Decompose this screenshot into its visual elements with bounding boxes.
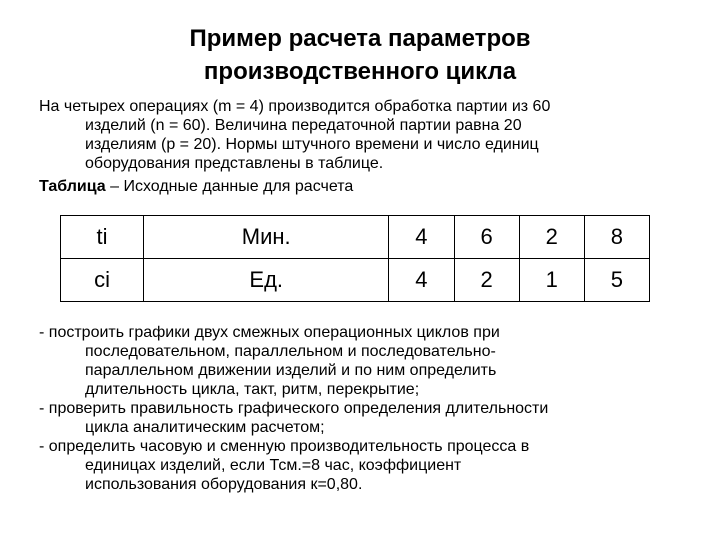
table-caption bbox=[39, 177, 353, 196]
table-cell: 8 bbox=[584, 216, 649, 259]
source-data-table bbox=[60, 215, 650, 302]
table-caption-text: – Исходные данные для расчета bbox=[105, 178, 354, 195]
table-cell: Мин. bbox=[144, 216, 389, 259]
table-row bbox=[61, 216, 650, 259]
table-cell: ci bbox=[61, 259, 144, 302]
task-2-line-2: цикла аналитическим расчетом; bbox=[85, 419, 325, 436]
table-cell: 4 bbox=[389, 259, 454, 302]
table-cell: ti bbox=[61, 216, 144, 259]
table-cell: 2 bbox=[519, 216, 584, 259]
task-3-line-3: использования оборудования к=0,80. bbox=[85, 476, 363, 493]
intro-line-1: На четырех операциях (m = 4) производится обработка партии из 60 bbox=[39, 98, 551, 115]
task-3-line-2: единицах изделий, если Тсм.=8 час, коэффициент bbox=[85, 457, 462, 474]
table-cell: 1 bbox=[519, 259, 584, 302]
table-row bbox=[61, 259, 650, 302]
table-cell: 6 bbox=[454, 216, 519, 259]
table-cell: 2 bbox=[454, 259, 519, 302]
table-cell: 5 bbox=[584, 259, 649, 302]
task-1-line-4: длительность цикла, такт, ритм, перекрытие; bbox=[85, 381, 420, 398]
table-cell: 4 bbox=[389, 216, 454, 259]
slide-title-line-1: Пример расчета параметров bbox=[189, 25, 531, 52]
intro-line-4: оборудования представлены в таблице. bbox=[85, 155, 384, 172]
intro-line-2: изделий (n = 60). Величина передаточной партии равна 20 bbox=[85, 117, 522, 134]
slide-title bbox=[0, 22, 720, 88]
intro-paragraph bbox=[39, 97, 709, 173]
task-2-line-1: - проверить правильность графического определения длительности bbox=[39, 400, 549, 417]
task-1-line-2: последовательном, параллельном и последовательно- bbox=[85, 343, 496, 360]
task-1-line-1: - построить графики двух смежных операционных циклов при bbox=[39, 324, 500, 341]
task-3-line-1: - определить часовую и сменную производительность процесса в bbox=[39, 438, 530, 455]
table-cell: Ед. bbox=[144, 259, 389, 302]
table-caption-label: Таблица bbox=[39, 178, 106, 195]
slide-title-line-2: производственного цикла bbox=[203, 58, 517, 85]
task-1-line-3: параллельном движении изделий и по ним определить bbox=[85, 362, 497, 379]
intro-line-3: изделиям (p = 20). Нормы штучного времени и число единиц bbox=[85, 136, 539, 153]
task-list bbox=[39, 323, 709, 494]
